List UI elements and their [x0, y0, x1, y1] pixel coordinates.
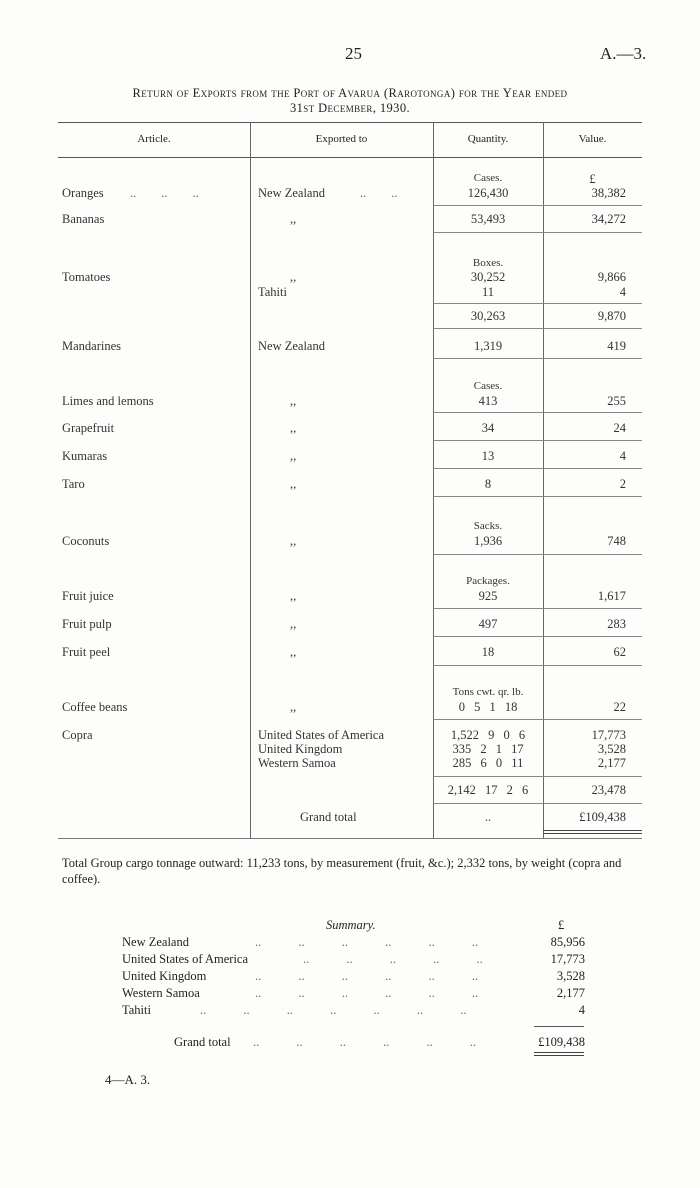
table-header-rule	[58, 157, 642, 158]
row-rule	[433, 719, 642, 720]
value-unit: £	[589, 172, 596, 186]
subtotal-rule	[433, 776, 642, 777]
row-destination: ,,	[290, 270, 297, 284]
row-rule	[433, 608, 642, 609]
summary-total-double-rule	[534, 1055, 584, 1056]
summary-item-value: 3,528	[556, 969, 585, 983]
subtotal-value: 9,870	[597, 309, 626, 323]
row-destination: New Zealand	[258, 186, 325, 200]
summary-total-rule	[534, 1026, 584, 1027]
row-rule	[433, 358, 642, 359]
row-quantity: 53,493	[470, 212, 506, 226]
row-rule	[433, 496, 642, 497]
summary-item-label: United Kingdom	[122, 969, 207, 983]
row-article: Fruit juice	[62, 589, 114, 603]
summary-total-value: £109,438	[538, 1035, 585, 1049]
leader-dots: .. .. .. .. .. ..	[255, 969, 479, 983]
summary-item-value: 4	[578, 1003, 585, 1017]
row-destination: ,,	[290, 449, 297, 463]
summary-currency: £	[558, 918, 565, 932]
grand-total-double-rule	[543, 830, 642, 831]
row-quantity: 1,936	[473, 534, 503, 548]
row-quantity: 18	[481, 645, 495, 659]
col-header-article: Article.	[137, 133, 171, 145]
footer-signature: 4—A. 3.	[105, 1072, 151, 1087]
subtotal-quantity: 2,142 17 2 6	[447, 783, 529, 797]
row-destination: ,,	[290, 645, 297, 659]
grand-total-value: £109,438	[579, 810, 626, 824]
row-rule	[433, 468, 642, 469]
table-top-rule	[58, 122, 642, 123]
row-value: 62	[613, 645, 626, 659]
row-value-2: 4	[619, 285, 626, 299]
row-destination-2: United Kingdom	[258, 742, 343, 756]
row-quantity: 8	[484, 477, 492, 491]
summary-item-value: 85,956	[550, 935, 585, 949]
row-quantity: 925	[478, 589, 498, 603]
row-article: Limes and lemons	[62, 394, 154, 408]
qty-unit: Sacks.	[473, 520, 503, 532]
row-article: Fruit peel	[62, 645, 111, 659]
row-destination: ,,	[290, 534, 297, 548]
row-destination: ,,	[290, 589, 297, 603]
row-article: Coffee beans	[62, 700, 128, 714]
row-quantity: 34	[481, 421, 495, 435]
summary-total-label: Grand total	[174, 1035, 231, 1049]
row-value: 17,773	[591, 728, 626, 742]
subtotal-quantity: 30,263	[470, 309, 506, 323]
row-article: Fruit pulp	[62, 617, 112, 631]
row-rule	[433, 554, 642, 555]
summary-heading: Summary.	[326, 918, 376, 932]
col-header-quantity: Quantity.	[467, 133, 509, 145]
qty-unit: Packages.	[466, 575, 510, 587]
row-article: Tomatoes	[62, 270, 111, 284]
leader-dots: .. .. .. .. .. ..	[253, 1035, 477, 1049]
grand-total-quantity: ..	[484, 810, 492, 824]
table-bottom-rule	[58, 838, 642, 839]
row-value-2: 3,528	[597, 742, 626, 756]
row-destination: ,,	[290, 421, 297, 435]
leader-dots: .. ..	[360, 186, 398, 200]
row-quantity: 497	[478, 617, 498, 631]
row-value: 34,272	[591, 212, 626, 226]
document-reference: A.—3.	[600, 44, 647, 63]
summary-item-value: 17,773	[550, 952, 585, 966]
col-header-value: Value.	[578, 133, 607, 145]
table-title-line-2: 31st December, 1930.	[289, 101, 411, 115]
row-quantity: 126,430	[467, 186, 509, 200]
row-value: 255	[607, 394, 626, 408]
row-destination: ,,	[290, 700, 297, 714]
leader-dots: .. .. .. .. ..	[303, 952, 483, 966]
qty-unit: Cases.	[473, 380, 503, 392]
summary-item-label: Western Samoa	[122, 986, 200, 1000]
grand-total-double-rule	[543, 833, 642, 834]
table-title-line-1: Return of Exports from the Port of Avarua (Rarotonga) for the Year ended	[132, 86, 568, 100]
row-destination: ,,	[290, 617, 297, 631]
row-quantity-2: 11	[481, 285, 495, 299]
row-article: Mandarines	[62, 339, 122, 353]
column-divider-1	[250, 122, 251, 838]
row-value: 9,866	[597, 270, 626, 284]
row-article: Coconuts	[62, 534, 110, 548]
row-article: Oranges	[62, 186, 104, 200]
subtotal-value: 23,478	[591, 783, 626, 797]
row-quantity: 30,252	[470, 270, 506, 284]
row-quantity-3: 285 6 0 11	[452, 756, 524, 770]
page-number: 25	[345, 44, 362, 63]
summary-item-label: United States of America	[122, 952, 249, 966]
leader-dots: .. .. .. .. .. ..	[255, 986, 479, 1000]
row-quantity: 413	[478, 394, 498, 408]
row-quantity: 13	[481, 449, 495, 463]
row-rule	[433, 803, 642, 804]
grand-total-label: Grand total	[300, 810, 357, 824]
row-quantity: 0 5 1 18	[458, 700, 518, 714]
summary-item-label: Tahiti	[122, 1003, 151, 1017]
row-quantity: 1,522 9 0 6	[450, 728, 526, 742]
row-rule	[433, 665, 642, 666]
row-rule	[433, 440, 642, 441]
row-value: 283	[607, 617, 626, 631]
row-value: 4	[619, 449, 626, 463]
row-destination: ,,	[290, 212, 297, 226]
leader-dots: .. .. .. .. .. ..	[255, 935, 479, 949]
row-article: Bananas	[62, 212, 105, 226]
summary-total-double-rule	[534, 1052, 584, 1053]
row-value: 38,382	[591, 186, 626, 200]
row-value: 1,617	[597, 589, 626, 603]
row-article: Copra	[62, 728, 93, 742]
row-value: 22	[613, 700, 626, 714]
leader-dots: .. .. ..	[130, 186, 199, 200]
leader-dots: .. .. .. .. .. .. ..	[200, 1003, 467, 1017]
row-value: 748	[607, 534, 626, 548]
row-quantity-2: 335 2 1 17	[452, 742, 524, 756]
row-article: Grapefruit	[62, 421, 115, 435]
row-article: Taro	[62, 477, 85, 491]
row-article: Kumaras	[62, 449, 108, 463]
row-value: 24	[613, 421, 626, 435]
summary-item-label: New Zealand	[122, 935, 189, 949]
qty-unit: Cases.	[473, 172, 503, 184]
row-destination-3: Western Samoa	[258, 756, 336, 770]
subtotal-rule	[433, 303, 642, 304]
cargo-tonnage-note: Total Group cargo tonnage outward: 11,233 tons, by measurement (fruit, &c.); 2,332 tons, by weight (copra and coffee).	[62, 856, 622, 886]
row-value-3: 2,177	[597, 756, 626, 770]
row-rule	[433, 636, 642, 637]
row-quantity: 1,319	[473, 339, 503, 353]
row-rule	[433, 328, 642, 329]
row-rule	[433, 412, 642, 413]
row-destination: ,,	[290, 394, 297, 408]
qty-unit: Tons cwt. qr. lb.	[452, 686, 524, 698]
row-rule	[433, 205, 642, 206]
row-destination: New Zealand	[258, 339, 325, 353]
row-destination-2: Tahiti	[258, 285, 287, 299]
row-rule	[433, 232, 642, 233]
summary-item-value: 2,177	[556, 986, 585, 1000]
row-destination: United States of America	[258, 728, 385, 742]
row-value: 2	[619, 477, 626, 491]
row-destination: ,,	[290, 477, 297, 491]
col-header-exported-to: Exported to	[315, 133, 368, 145]
qty-unit: Boxes.	[472, 257, 504, 269]
row-value: 419	[607, 339, 626, 353]
